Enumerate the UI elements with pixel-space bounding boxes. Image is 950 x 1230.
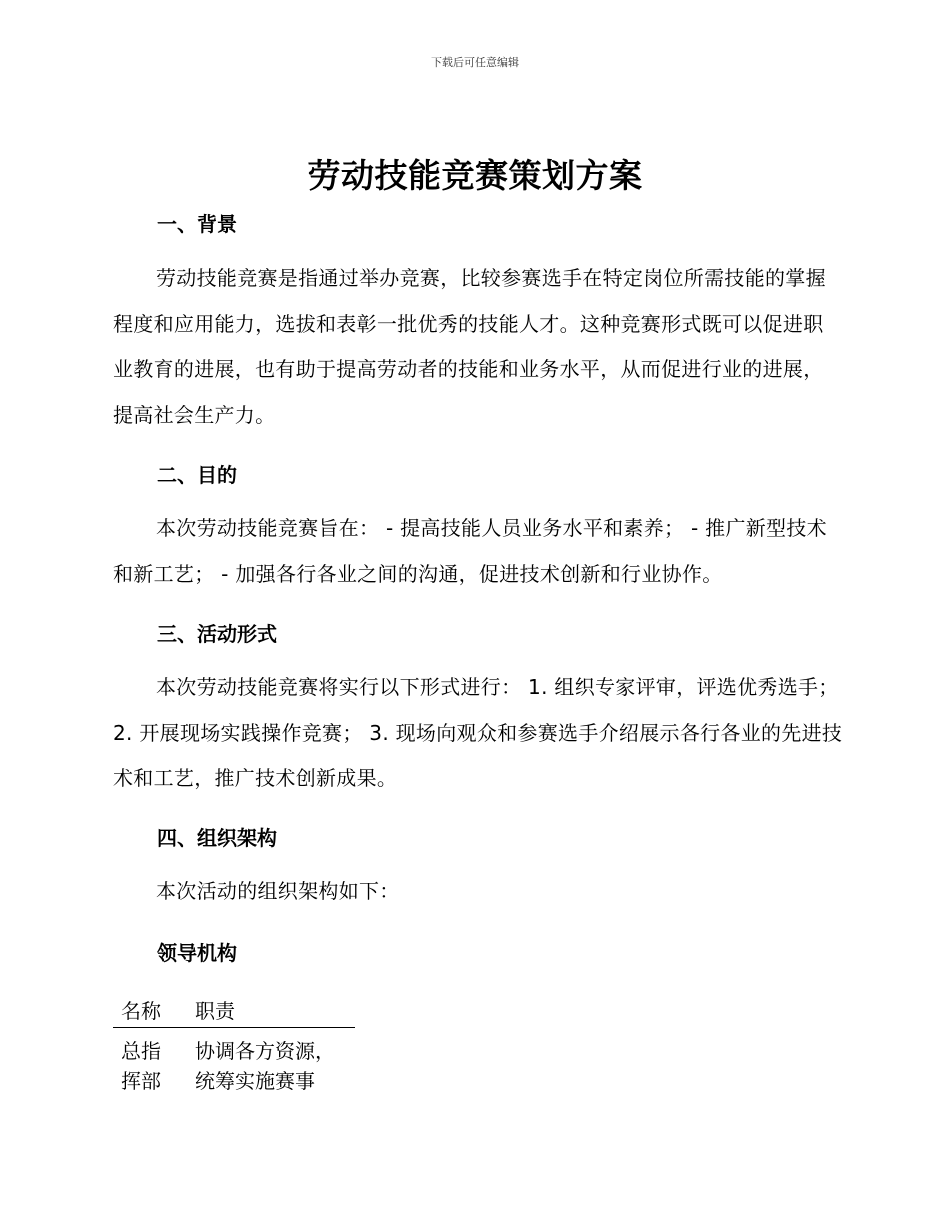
subheading-leadership: 领导机构 xyxy=(157,941,237,965)
table-cell-name-line2: 挥部 xyxy=(121,1069,161,1093)
section-heading-activity-format: 三、活动形式 xyxy=(157,622,277,646)
document-title: 劳动技能竞赛策划方案 xyxy=(307,156,643,195)
table-header-duty: 职责 xyxy=(195,995,355,1028)
table-cell-name-line1: 总指 xyxy=(121,1039,161,1063)
section-heading-organization: 四、组织架构 xyxy=(157,826,277,850)
section-paragraph-activity-format: 本次劳动技能竞赛将实行以下形式进行： 1. 组织专家评审，评选优秀选手； 2. 开展现场实践操作竞赛； 3. 现场向观众和参赛选手介绍展示各行各业的先进技术和工艺，推广技术创新成果。 xyxy=(113,675,843,790)
section-paragraph-organization: 本次活动的组织架构如下： xyxy=(156,879,400,903)
section-paragraph-purpose: 本次劳动技能竞赛旨在： - 提高技能人员业务水平和素养； - 推广新型技术和新工艺； - 加强各行各业之间的沟通，促进技术创新和行业协作。 xyxy=(113,516,827,586)
table-cell-duty-line2: 统筹实施赛事 xyxy=(195,1069,315,1093)
table-cell-duty xyxy=(195,1028,355,1097)
leadership-table xyxy=(113,995,355,1096)
section-heading-background: 一、背景 xyxy=(157,212,237,236)
section-paragraph-background: 劳动技能竞赛是指通过举办竞赛，比较参赛选手在特定岗位所需技能的掌握程度和应用能力，选拔和表彰一批优秀的技能人才。这种竞赛形式既可以促进职业教育的进展，也有助于提高劳动者的技能和业务水平，从而促进行业的进展，提高社会生产力。 xyxy=(113,266,826,427)
table-row xyxy=(113,1028,355,1097)
section-heading-purpose: 二、目的 xyxy=(157,463,237,487)
table-header-name: 名称 xyxy=(113,995,195,1028)
table-header-row xyxy=(113,995,355,1028)
table-cell-name xyxy=(113,1028,195,1097)
page-header-note: 下载后可任意编辑 xyxy=(431,56,519,69)
table-cell-duty-line1: 协调各方资源， xyxy=(195,1039,335,1063)
